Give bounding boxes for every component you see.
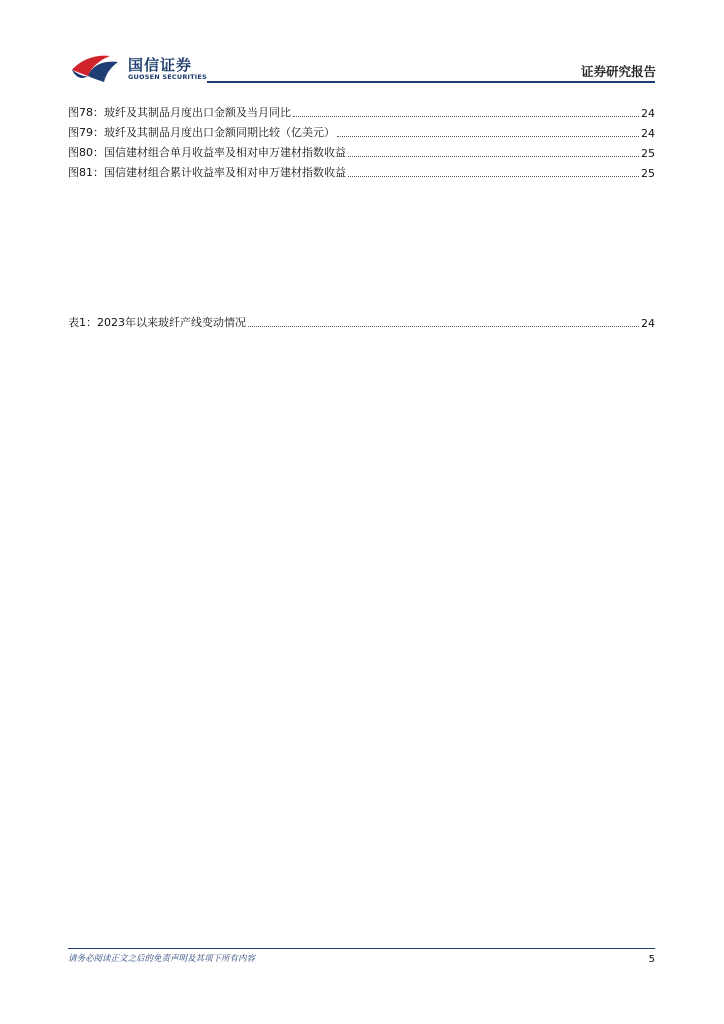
footer-disclaimer: 请务必阅读正文之后的免责声明及其项下所有内容 <box>68 954 256 964</box>
toc-entry-title: 2023年以来玻纤产线变动情况 <box>97 316 246 329</box>
toc-entry[interactable] <box>68 314 655 330</box>
toc-entry-label: 图78： <box>68 106 104 119</box>
toc-entry-label: 表1： <box>68 316 97 329</box>
table-list <box>68 314 655 334</box>
figure-list <box>68 104 655 184</box>
toc-entry-title: 国信建材组合单月收益率及相对申万建材指数收益 <box>104 146 346 159</box>
toc-entry-page: 24 <box>641 317 655 330</box>
toc-entry-label: 图81： <box>68 166 104 179</box>
footer-divider <box>68 948 655 949</box>
report-type: 证券研究报告 <box>580 64 656 79</box>
toc-entry-page: 25 <box>641 167 655 180</box>
toc-entry[interactable] <box>68 144 655 160</box>
toc-dot-leader <box>248 325 639 327</box>
toc-entry-title: 玻纤及其制品月度出口金额及当月同比 <box>104 106 291 119</box>
page-header <box>0 0 724 90</box>
toc-entry[interactable] <box>68 164 655 180</box>
toc-entry-title: 玻纤及其制品月度出口金额同期比较（亿美元） <box>104 126 335 139</box>
toc-entry-label: 图80： <box>68 146 104 159</box>
toc-dot-leader <box>348 155 639 157</box>
toc-entry[interactable] <box>68 124 655 140</box>
toc-entry-page: 24 <box>641 107 655 120</box>
logo-chinese-name: 国信证券 <box>128 56 193 74</box>
logo-english-name: GUOSEN SECURITIES <box>128 73 207 81</box>
toc-entry-title: 国信建材组合累计收益率及相对申万建材指数收益 <box>104 166 346 179</box>
page-number: 5 <box>648 954 655 965</box>
toc-dot-leader <box>293 115 639 117</box>
header-divider <box>207 81 655 83</box>
toc-entry-label: 图79： <box>68 126 104 139</box>
toc-entry-page: 25 <box>641 147 655 160</box>
toc-dot-leader <box>337 135 639 137</box>
toc-entry[interactable] <box>68 104 655 120</box>
toc-dot-leader <box>348 175 639 177</box>
toc-entry-page: 24 <box>641 127 655 140</box>
